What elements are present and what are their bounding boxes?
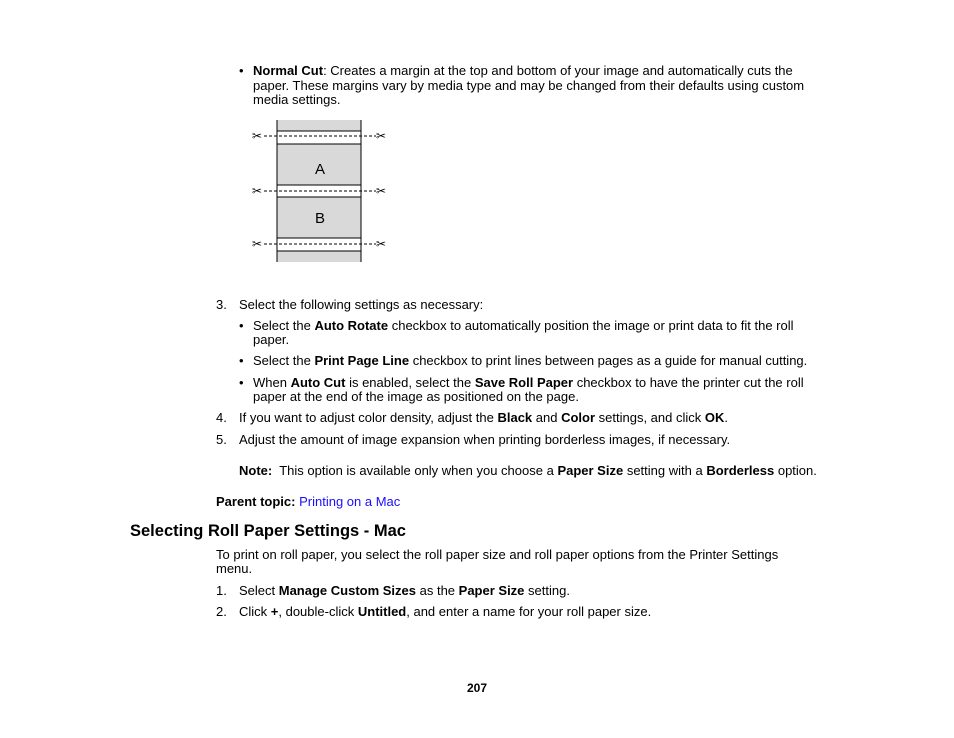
scissors-icon: ✂ [252, 184, 263, 198]
scissors-icon: ✂ [376, 129, 387, 143]
bullet-dot: • [239, 353, 244, 368]
bullet-dot: • [239, 375, 244, 390]
scissors-icon: ✂ [252, 237, 263, 251]
step-3-bullet-3: When Auto Cut is enabled, select the Save Roll Paper checkbox to have the printer cut the roll [253, 375, 804, 390]
step-3-bullet-1: Select the Auto Rotate checkbox to automatically position the image or print data to fit the roll [253, 318, 794, 333]
section-step-2-text: Click +, double-click Untitled, and enter a name for your roll paper size. [239, 604, 652, 619]
step-number: 4. [216, 410, 227, 425]
step-3-bullet-1-line2: paper. [253, 332, 290, 347]
step-number: 2. [216, 604, 227, 619]
step-3-bullet-3-line2: paper at the end of the image as positioned on the page. [253, 389, 579, 404]
parent-topic-label: Parent topic: [216, 494, 296, 509]
parent-topic [216, 494, 400, 509]
note-label: Note: [239, 463, 273, 478]
normal-cut-line2: paper. These margins vary by media type and may be changed from their defaults using custom [253, 78, 805, 93]
normal-cut-term: Normal Cut [253, 63, 324, 78]
roll-paper-cut-figure [250, 118, 390, 266]
normal-cut-line3: media settings. [253, 92, 341, 107]
step-4-text: If you want to adjust color density, adjust the Black and Color settings, and click OK. [239, 410, 728, 425]
page-number: 207 [466, 681, 488, 695]
note: Note: This option is available only when you choose a Paper Size setting with a Borderless option. [239, 463, 817, 478]
step-number: 5. [216, 432, 227, 447]
step-3-bullet-2: Select the Print Page Line checkbox to print lines between pages as a guide for manual cutting. [253, 353, 808, 368]
section-intro-line2: menu. [216, 561, 253, 576]
scissors-icon: ✂ [376, 184, 387, 198]
scissors-icon: ✂ [252, 129, 263, 143]
scissors-icon: ✂ [376, 237, 387, 251]
bullet-dot: • [239, 318, 244, 333]
step-5-text: Adjust the amount of image expansion when printing borderless images, if necessary. [239, 432, 731, 447]
margin-band-top [278, 131, 361, 144]
section-intro-line1: To print on roll paper, you select the roll paper size and roll paper options from the Printer Settings [216, 547, 779, 562]
step-number: 3. [216, 297, 227, 312]
parent-topic-link[interactable]: Printing on a Mac [299, 494, 401, 509]
figure-label-b: B [314, 210, 326, 227]
section-title: Selecting Roll Paper Settings - Mac [130, 522, 406, 540]
figure-label-a: A [314, 161, 326, 178]
bullet-dot: • [239, 63, 244, 78]
step-number: 1. [216, 583, 227, 598]
section-step-1-text: Select Manage Custom Sizes as the Paper Size setting. [239, 583, 570, 598]
normal-cut-line1: Normal Cut: Creates a margin at the top and bottom of your image and automatically cuts the [253, 63, 793, 78]
step-3-text: Select the following settings as necessary: [239, 297, 484, 312]
